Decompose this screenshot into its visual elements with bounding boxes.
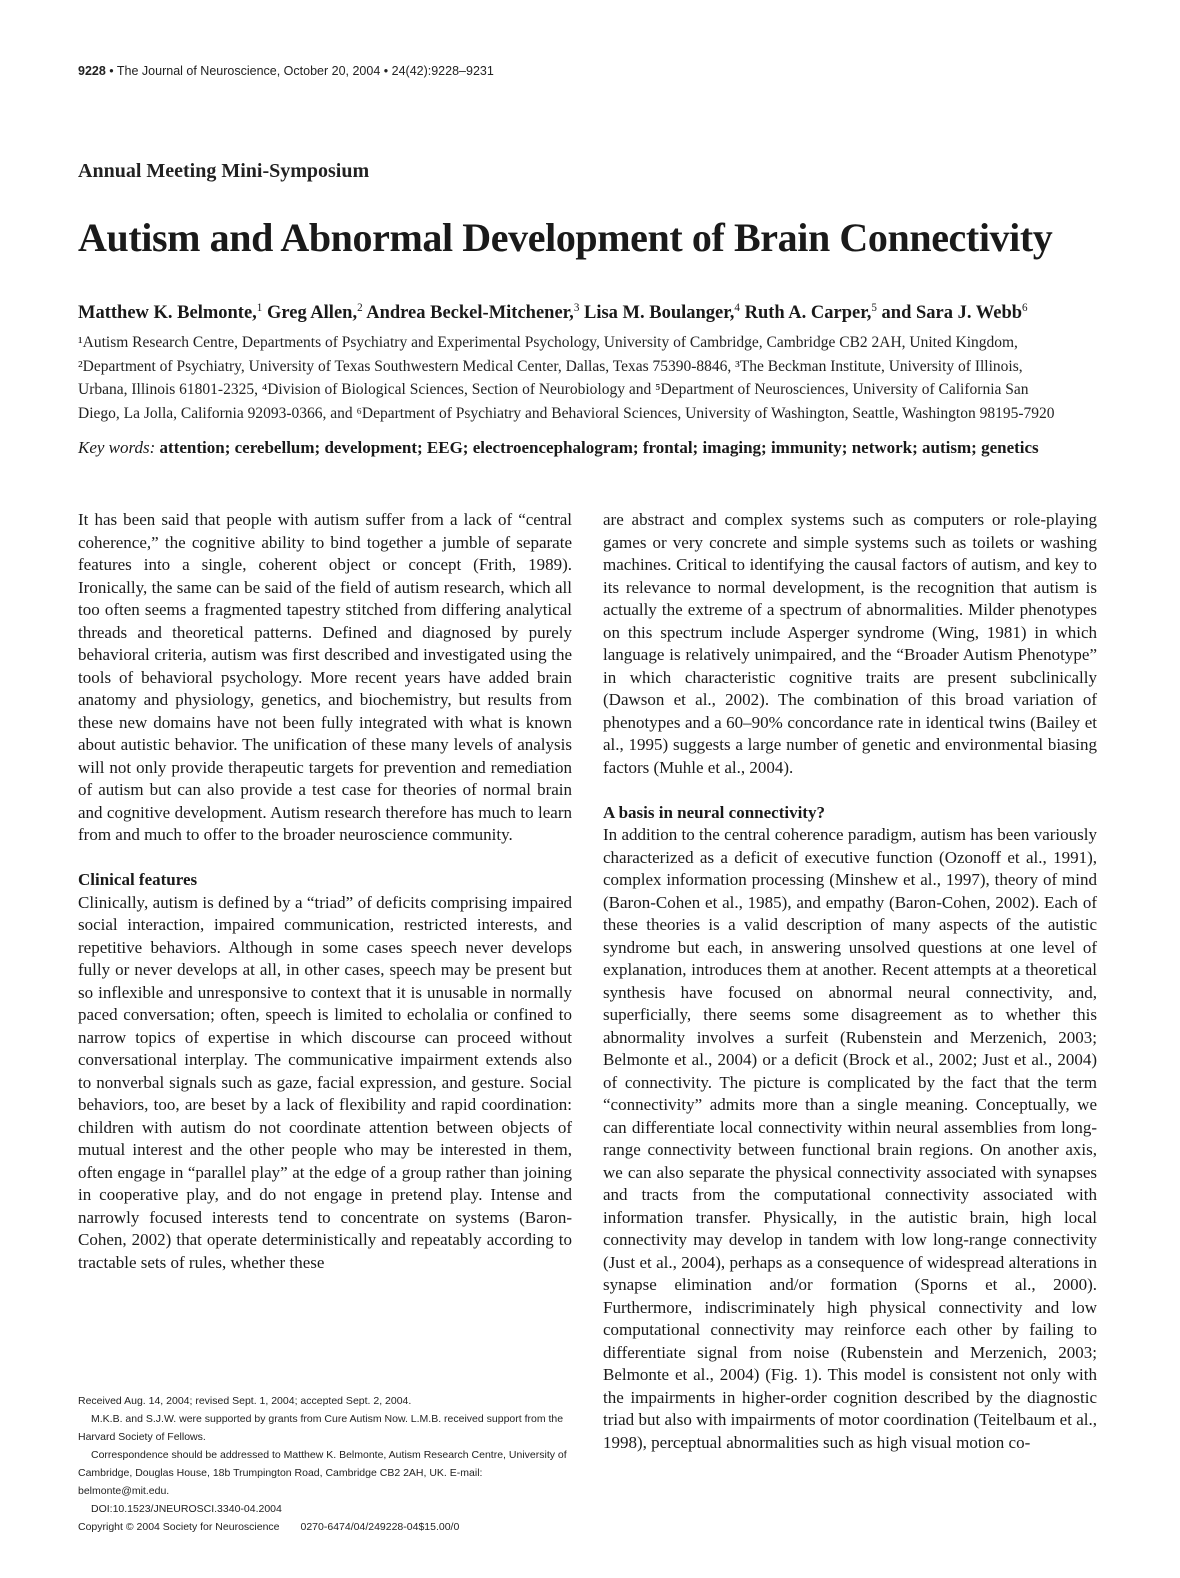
author: Ruth A. Carper,$^5$	[744, 301, 877, 323]
separator-bullet: •	[383, 64, 392, 78]
affiliation-line: ¹Autism Research Centre, Departments of Psychiatry and Experimental Psychology, University of Cambridge, Cambridge CB2 2AH, United Kingdom,	[78, 334, 1018, 351]
left-column	[78, 509, 572, 1274]
support-note: M.K.B. and S.J.W. were supported by grants from Cure Autism Now. L.M.B. received support from the Harvard Society of Fellows.	[78, 1413, 564, 1443]
volume-issue: 24(42):9228–9231	[391, 64, 494, 78]
section-label: Annual Meeting Mini-Symposium	[78, 160, 370, 182]
affiliation-line: ²Department of Psychiatry, University of Texas Southwestern Medical Center, Dallas, Texas 75390-8846, ³The Beckman Institute, University of Illinois,	[78, 357, 1023, 375]
affiliation-line: Diego, La Jolla, California 92093-0366, and ⁶Department of Psychiatry and Behavioral Sciences, University of Washington, Seattle, Washington 98195-7920	[78, 404, 1055, 422]
section-heading: Clinical features	[78, 870, 198, 889]
body-paragraph: In addition to the central coherence paradigm, autism has been variously characterized as a deficit of executive function (Ozonoff et al., 1991), complex information processing (Minshew et al., 1997), theory of mind (Baron-Cohen et al., 1985), and empathy (Baron-Cohen, 2002). Each of these theories is a valid description of many aspects of the autistic syndrome but each, in answering unsolved questions at one level of explanation, introduces them at another. Recent attempts at a theoretical synthesis have focused on abnormal neural connectivity, and, superficially, there seems some disagreement as to whether this abnormality involves a surfeit (Rubenstein and Merzenich, 2003; Belmonte et al., 2004) or a deficit (Brock et al., 2002; Just et al., 2004) of connectivity. The picture is complicated by the fact that the term “connectivity” admits more than a single meaning. Conceptually, we can differentiate local connectivity within neural assemblies from long-range connectivity between functional brain regions. On another axis, we can also separate the physical connectivity associated with synapses and tracts from the computational connectivity associated with information transfer. Physically, in the autistic brain, high local connectivity may develop in tandem with low long-range connectivity (Just et al., 2004), perhaps as a consequence of widespread alterations in synapse elimination and/or formation (Sporns et al., 2000). Furthermore, indiscriminately high physical connectivity and low computational connectivity may reinforce each other by failing to differentiate signal from noise (Rubenstein and Merzenich, 2003; Belmonte et al., 2004) (Fig. 1). This model is consistent not only with the impairments in higher-order cognition described by the diagnostic triad but also with impairments of motor coordination (Teitelbaum et al., 1998), perceptual abnormalities such as high visual motion co-	[603, 825, 1097, 1452]
section-heading: A basis in neural connectivity?	[603, 802, 825, 822]
body-paragraph: Clinically, autism is defined by a “triad” of deficits comprising impaired social interaction, impaired communication, restricted interests, and repetitive behaviors. Although in some cases speech never develops fully or never develops at all, in other cases, speech may be present but so inflexible and unresponsive to context that it is unusable in normally paced conversation; often, speech is limited to echolalia or confined to narrow topics of expertise in which discourse can proceed without conversational interplay. The communicative impairment extends also to nonverbal signals such as gaze, facial expression, and gesture. Social behaviors, too, are beset by a lack of flexibility and rapid coordination: children with autism do not coordinate attention between objects of mutual interest and the other people who may be interested in them, often engage in “parallel play” at the edge of a group rather than joining in cooperative play, and do not engage in pretend play. Intense and narrowly focused interests tend to concentrate on systems (Baron-Cohen, 2002) that operate deterministically and repeatably according to tractable sets of rules, whether these	[78, 892, 572, 1272]
page-number: 9228	[78, 64, 106, 78]
affiliations	[78, 331, 1118, 425]
keywords-label: Key words:	[78, 438, 156, 457]
author: and Sara J. Webb$^6$	[881, 301, 1028, 323]
right-column	[603, 509, 1097, 1454]
running-head	[78, 64, 494, 78]
correspondence-note: Correspondence should be addressed to Matthew K. Belmonte, Autism Research Centre, University of Cambridge, Douglas House, 18b Trumpington Road, Cambridge CB2 2AH, UK. E-mail: belmonte@mit.edu.	[78, 1449, 567, 1497]
author-list	[78, 303, 1028, 324]
intro-paragraph: It has been said that people with autism suffer from a lack of “central coherence,” the cognitive ability to bind together a jumble of separate features into a single, coherent object or concept (Frith, 1989). Ironically, the same can be said of the field of autism research, which all too often seems a fragmented tapestry stitched from differing analytical threads and theoretical patterns. Defined and diagnosed by purely behavioral criteria, autism was first described and investigated using the tools of behavioral psychology. More recent years have added brain anatomy and physiology, genetics, and biochemistry, but results from these new domains have not been fully integrated with what is known about autistic behavior. The unification of these many levels of analysis will not only provide therapeutic targets for prevention and remediation of autism but can also provide a test case for theories of normal brain and cognitive development. Autism research therefore has much to learn from and much to offer to the broader neuroscience community.	[78, 510, 572, 844]
author: Andrea Beckel-Mitchener,$^3$	[366, 301, 580, 323]
journal-name: The Journal of Neuroscience, October 20, 2004	[116, 64, 381, 78]
keywords-text: attention; cerebellum; development; EEG; electroencephalogram; frontal; imaging; immunity; network; autism; genetics	[159, 438, 1039, 457]
keywords	[78, 438, 1039, 458]
author: Lisa M. Boulanger,$^4$	[583, 301, 740, 323]
doi-note: DOI:10.1523/JNEUROSCI.3340-04.2004	[91, 1503, 282, 1515]
affiliation-line: Urbana, Illinois 61801-2325, ⁴Division of Biological Sciences, Section of Neurobiology and ⁵Department of Neurosciences, University of California San	[78, 381, 1029, 398]
footnotes	[78, 1392, 574, 1536]
author: Matthew K. Belmonte,$^1$	[78, 301, 263, 323]
copyright-note: Copyright © 2004 Society for Neuroscience 0270-6474/04/249228-04$15.00/0	[78, 1521, 460, 1533]
author: Greg Allen,$^2$	[266, 301, 363, 323]
article-title: Autism and Abnormal Development of Brain Connectivity	[78, 215, 1053, 260]
received-note: Received Aug. 14, 2004; revised Sept. 1, 2004; accepted Sept. 2, 2004.	[78, 1395, 412, 1407]
separator-bullet: •	[109, 64, 117, 78]
body-paragraph: are abstract and complex systems such as computers or role-playing games or very concrete and simple systems such as toilets or washing machines. Critical to identifying the causal factors of autism, and key to its relevance to normal development, is the recognition that autism is actually the extreme of a spectrum of abnormalities. Milder phenotypes on this spectrum include Asperger syndrome (Wing, 1981) in which language is relatively unimpaired, and the “Broader Autism Phenotype” in which characteristic cognitive traits are present subclinically (Dawson et al., 2002). The combination of this broad variation of phenotypes and a 60–90% concordance rate in identical twins (Bailey et al., 1995) suggests a large number of genetic and environmental biasing factors (Muhle et al., 2004).	[603, 510, 1097, 777]
